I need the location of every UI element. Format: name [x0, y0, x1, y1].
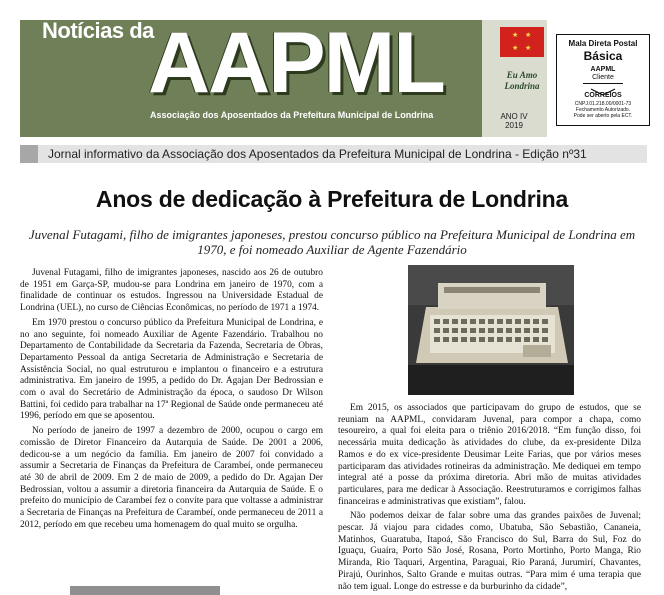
edition-number: ANO IV	[500, 112, 528, 121]
mail-details	[561, 101, 645, 119]
accounting-machine-photo	[408, 265, 574, 395]
paragraph: Juvenal Futagami, filho de imigrantes japoneses, nascido aos 26 de outubro de 1951 em Garça-SP, mudou-se para Londrina em janeiro de 1970, com a finalidade de continuar os estudos. Ingressou na Universidade Estadual de Londrina (UEL), no curso de Ciências Econômicas, no período de 1971 a 1974.	[20, 268, 323, 314]
paragraph: No período de janeiro de 1997 a dezembro de 2000, ocupou o cargo em comissão de Diretor Financeiro da Autarquia de Saúde. De 2001 a 2006, dedicou-se a um negócio da família. Em janeiro de 2007 foi convidado a assumir a Secretaria de Finanças da Prefeitura de Carambeí, onde permaneceu até 30 de abril de 2009. Em 2 de maio de 2009, a pedido do Dr. Agajan Der Bedrossian, voltou a assumir a diretoria financeira da Autarquia de Saúde. E o prefeito do município de Carambeí fez o convite para que voltasse a administrar a Secretaria de Finanças na Prefeitura de Carambeí, onde permaneceu de 2011 a 2012, período em que recebeu uma homenagem do qual muito se orgulha.	[20, 426, 323, 530]
londrina-flag-icon	[500, 27, 544, 57]
slogan: Eu Amo Londrina	[504, 70, 540, 91]
paragraph: Em 2015, os associados que participavam do grupo de estudos, que se reuniam na AAPML, convidaram Juvenal, para compor a chapa, como tesoureiro, a qual foi eleita para o triênio 2016/2018. “Em função disso, foi necessária muita dedicação às atividades do clube, da ex-presidente Dilza Ramos e do ex vice-presidente Deusimar Leite Farias, que por vários meses participaram das atividades rotineiras da administração. Me dediquei em tempo integral até a posse da próxima diretoria. Abri mão de muitas atividades particulares, para me dedicar à Associação. Reestruturamos e corrigimos falhas financeiras e administrativas que existiam”, falou.	[338, 403, 641, 507]
mail-title: Mala Direta Postal	[568, 39, 638, 48]
mail-carrier: CORREIOS	[584, 92, 622, 99]
paragraph: Não podemos deixar de falar sobre uma das grandes paixões de Juvenal; pescar. Já viajou para cidades como, Ubatuba, São Sebastião, Cananeia, Matinhos, Guaratuba, Itapoá, São Francisco do Sul, Barra do Sul, Foz do Iguaçu, Guaíra, Porto São José, Rosana, Porto Mortinho, Porto Manga, Rio Miranda, Rio Taquari, Argentina, Paraguai, Rio Paraná, Jurumirí, Chavantes, Pirajú, Ourinhos, Salto Grande e muitas outras. “Para mim é uma terapia que não tem igual. Longe do estresse e da burburinho da cidade”,	[338, 511, 641, 592]
mail-type: Básica	[583, 49, 623, 63]
article-column-left	[20, 268, 323, 595]
article-lede: Juvenal Futagami, filho de imigrantes japoneses, prestou concurso público na Prefeitura Municipal de Londrina em 1970, e foi nomeado Auxiliar de Agente Fazendário	[28, 227, 636, 257]
mail-client: Cliente	[592, 74, 614, 81]
mail-contract: CNPJ.01.218.00/0001-73	[574, 101, 632, 107]
star-icon: ★	[512, 44, 519, 52]
masthead-title: AAPML	[148, 15, 444, 111]
star-icon: ★	[525, 44, 532, 52]
article-column-right	[338, 403, 641, 595]
subtitle-text: Jornal informativo da Associação dos Aposentados da Prefeitura Municipal de Londrina - Edição nº31	[48, 147, 587, 161]
masthead-prefix: Notícias da	[42, 18, 154, 43]
postal-mail-box	[556, 34, 650, 126]
paragraph: Em 1970 prestou o concurso público da Prefeitura Municipal de Londrina, e no ano seguinte, foi nomeado Auxiliar de Agente Fazendário. Trabalhou no Departamento de Contabilidade da Secretaria da Fazenda, Secretaria de Obras, Departamento Pessoal da antiga Secretaria de Administração e Secretaria de Assistência Social, no qual estruturou e implantou o financeiro e a estrutura administrativa. Em janeiro de 1995, a pedido do Dr. Agajan Der Bedrossian e com o aval do Secretário de Administração da época, o saudoso Dr Wilson Battini, foi cedido para trabalhar na 17ª Regional de Saúde onde permaneceu até 1996, período em que se aposentou.	[20, 317, 323, 422]
star-icon: ★	[512, 31, 519, 39]
star-icon: ★	[525, 31, 532, 39]
masthead-association: Associação dos Aposentados da Prefeitura Municipal de Londrina	[150, 110, 434, 120]
mail-note: Pode ser aberto pela ECT.	[573, 113, 633, 119]
bottom-photo	[70, 586, 220, 595]
mail-note: Fechamento Autorizado.	[575, 107, 631, 113]
year: 2019	[505, 121, 523, 130]
article-headline: Anos de dedicação à Prefeitura de Londrina	[95, 186, 569, 212]
mail-org: AAPML	[590, 66, 616, 73]
edition-year	[484, 112, 544, 130]
